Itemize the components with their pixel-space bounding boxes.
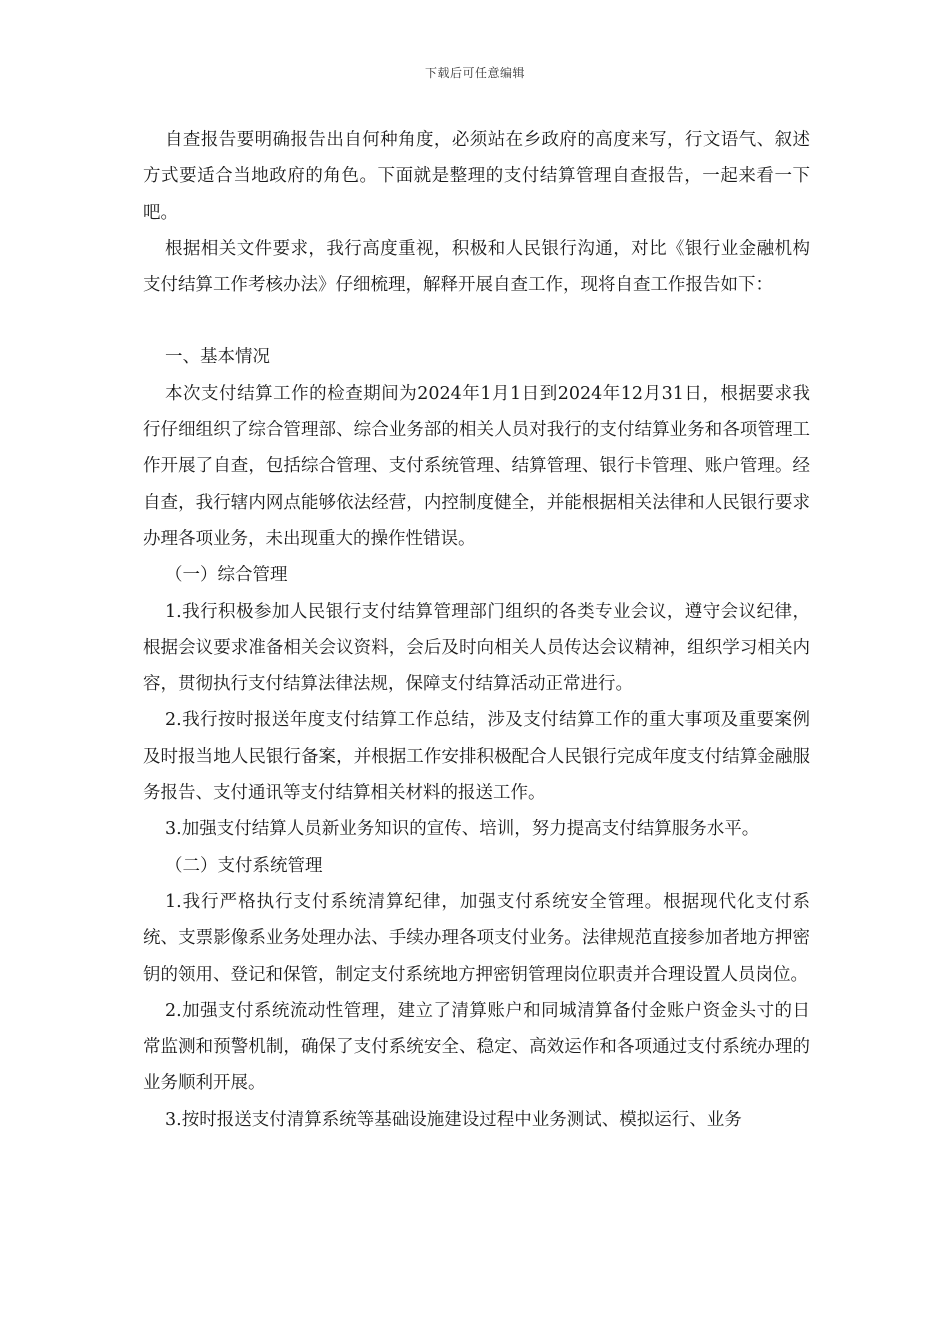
intro-paragraph-2: 根据相关文件要求，我行高度重视，积极和人民银行沟通，对比《银行业金融机构支付结算工作考核办法》仔细梳理，解释开展自查工作，现将自查工作报告如下：: [143, 238, 810, 296]
list-item: 2.我行按时报送年度支付结算工作总结，涉及支付结算工作的重大事项及重要案例及时报当地人民银行备案，并根据工作安排积极配合人民银行完成年度支付结算金融服务报告、支付通讯等支付结算相关材料的报送工作。: [143, 710, 810, 804]
intro-paragraph-1: 自查报告要明确报告出自何种角度，必须站在乡政府的高度来写，行文语气、叙述方式要适合当地政府的角色。下面就是整理的支付结算管理自查报告，一起来看一下吧。: [143, 130, 810, 223]
list-item: 3.加强支付结算人员新业务知识的宣传、培训，努力提高支付结算服务水平。: [165, 819, 760, 840]
subsection-heading-payment-system: （二）支付系统管理: [165, 855, 323, 876]
list-item: 2.加强支付系统流动性管理，建立了清算账户和同城清算备付金账户资金头寸的日常监测和预警机制，确保了支付系统安全、稳定、高效运作和各项通过支付系统办理的业务顺利开展。: [143, 1000, 810, 1094]
list-item: 1.我行积极参加人民银行支付结算管理部门组织的各类专业会议，遵守会议纪律，根据会议要求准备相关会议资料，会后及时向相关人员传达会议精神，组织学习相关内容，贯彻执行支付结算法律法规，保障支付结算活动正常进行。: [143, 601, 810, 695]
section-paragraph-basic-info: 本次支付结算工作的检查期间为2024年1月1日到2024年12月31日，根据要求我行仔细组织了综合管理部、综合业务部的相关人员对我行的支付结算业务和各项管理工作开展了自查，包括综合管理、支付系统管理、结算管理、银行卡管理、账户管理。经自查，我行辖内网点能够依法经营，内控制度健全，并能根据相关法律和人民银行要求办理各项业务，未出现重大的操作性错误。: [143, 383, 810, 549]
list-item: 3.按时报送支付清算系统等基础设施建设过程中业务测试、模拟运行、业务: [165, 1109, 742, 1130]
section-heading-basic-info: 一、基本情况: [165, 347, 270, 368]
paragraph-spacer: [143, 303, 810, 339]
page-header: 下载后可任意编辑: [424, 66, 525, 80]
subsection-heading-general-management: （一）综合管理: [165, 565, 288, 586]
document-body: [143, 122, 810, 1138]
list-item: 1.我行严格执行支付系统清算纪律，加强支付系统安全管理。根据现代化支付系统、支票影像系业务处理办法、手续办理各项支付业务。法律规范直接参加者地方押密钥的领用、登记和保管，制定支付系统地方押密钥管理岗位职责并合理设置人员岗位。: [143, 891, 810, 985]
